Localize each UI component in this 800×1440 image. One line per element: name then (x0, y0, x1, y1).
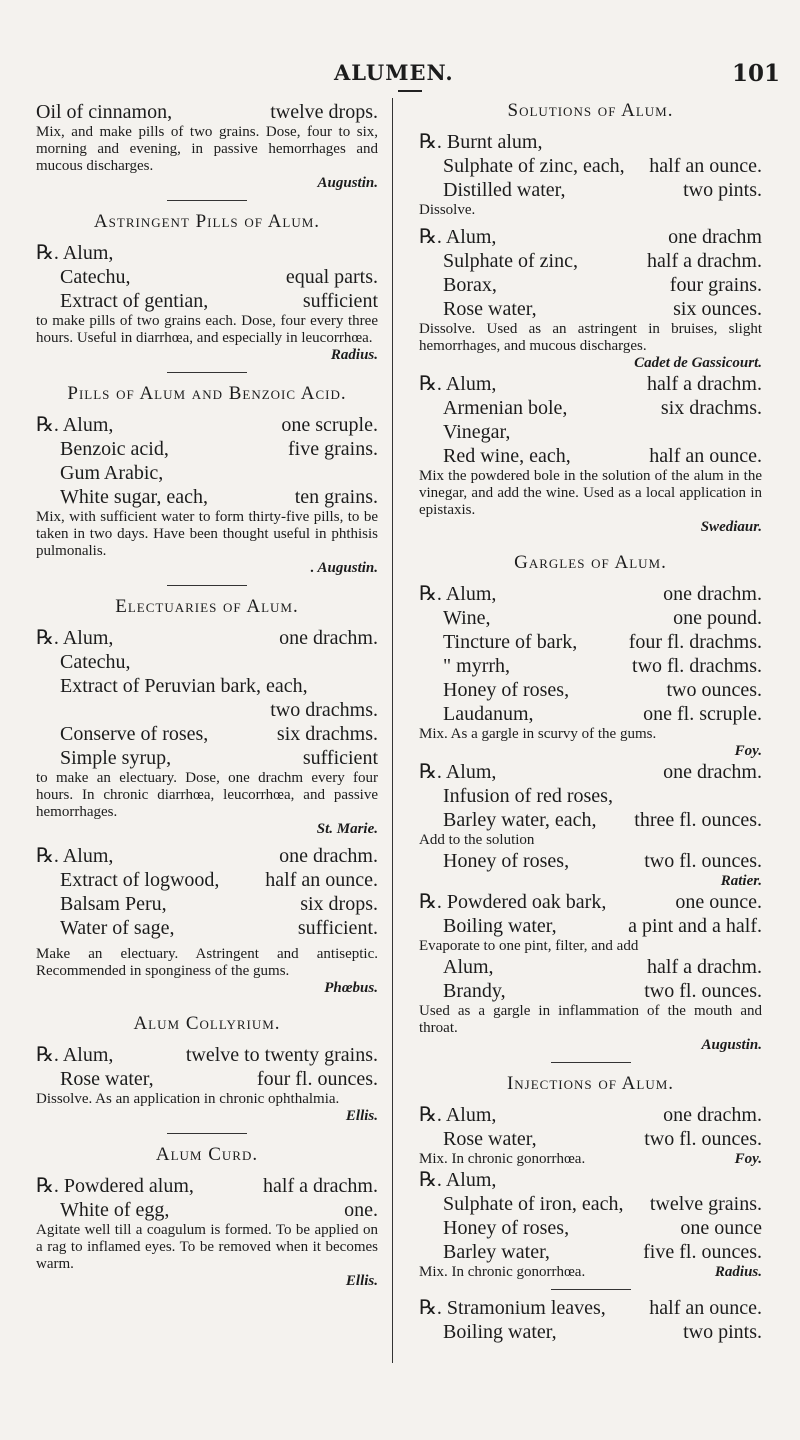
quantity: half an ounce. (649, 155, 762, 177)
quantity: half a drachm. (263, 1175, 378, 1197)
ingredient: Tincture of bark, (443, 631, 578, 653)
section-separator (551, 1062, 631, 1063)
ingredient: Vinegar, (443, 421, 511, 443)
quantity: one pound. (673, 607, 762, 629)
page-title: ALUMEN. (334, 60, 454, 85)
ingredient: ℞. Burnt alum, (419, 131, 543, 153)
ingredient: ℞. Alum, (36, 627, 114, 649)
attribution: Phœbus. (324, 980, 378, 996)
quantity: six ounces. (673, 298, 762, 320)
ingredient: Rose water, (443, 298, 537, 320)
ingredient: ℞. Alum, (419, 583, 497, 605)
ingredient: Honey of roses, (443, 1217, 570, 1239)
quantity: twelve drops. (270, 101, 378, 123)
recipe-note: Mix, with sufficient water to form thirty-five pills, to be taken in two days. Have been thought useful in phthisis pulmonalis. (36, 509, 378, 559)
ingredient: Alum, (443, 956, 494, 978)
recipe-note: Dissolve. Used as an astringent in bruises, slight hemorrhages, and mucous discharges. (419, 321, 762, 354)
quantity: sufficient (302, 747, 378, 769)
ingredient: Rose water, (443, 1128, 537, 1150)
quantity: six drachms. (660, 397, 762, 419)
recipe-note: Agitate well till a coagulum is formed. To be applied on a rag to inflamed eyes. To be removed when it becomes warm. (36, 1222, 378, 1272)
attribution: Ratier. (720, 873, 762, 889)
left-column (36, 100, 378, 1290)
quantity: twelve grains. (649, 1193, 762, 1215)
quantity: equal parts. (285, 266, 378, 288)
attribution: Augustin. (317, 175, 378, 191)
recipe-note: Mix. In chronic gonorrhœa. (419, 1264, 586, 1280)
ingredient: Benzoic acid, (60, 438, 169, 460)
title-rule (398, 90, 422, 92)
section-title: Pills of Alum and Benzoic Acid. (67, 383, 347, 404)
quantity: sufficient. (297, 917, 378, 939)
section-title: Gargles of Alum. (514, 552, 667, 573)
section-separator (551, 1289, 631, 1290)
ingredient: Sulphate of zinc, (443, 250, 578, 272)
ingredient: Sulphate of zinc, each, (443, 155, 625, 177)
quantity: half an ounce. (649, 1297, 762, 1319)
section-separator (167, 585, 247, 586)
right-column (419, 100, 762, 1344)
ingredient: Extract of Peruvian bark, each, (60, 675, 308, 697)
quantity: one drachm. (663, 761, 762, 783)
ingredient: Brandy, (443, 980, 506, 1002)
recipe-line (36, 100, 378, 124)
ingredient: Balsam Peru, (60, 893, 167, 915)
quantity: half an ounce. (265, 869, 378, 891)
ingredient: Boiling water, (443, 915, 557, 937)
section-separator (167, 372, 247, 373)
ingredient: Catechu, (60, 651, 131, 673)
ingredient: ℞. Alum, (419, 761, 497, 783)
section-title: Electuaries of Alum. (115, 596, 299, 617)
ingredient: Extract of logwood, (60, 869, 220, 891)
ingredient: ℞. Alum, (419, 373, 497, 395)
running-head (0, 60, 800, 88)
ingredient: Laudanum, (443, 703, 534, 725)
ingredient: Oil of cinnamon, (36, 101, 173, 123)
ingredient: ℞. Alum, (36, 242, 114, 264)
ingredient: ℞. Alum, (419, 1169, 497, 1191)
quantity: one. (344, 1199, 378, 1221)
recipe-note: Dissolve. As an application in chronic ophthalmia. (36, 1091, 340, 1107)
recipe-note: Mix. As a gargle in scurvy of the gums. (419, 726, 657, 742)
ingredient: Rose water, (60, 1068, 154, 1090)
quantity: two fl. ounces. (644, 850, 762, 872)
ingredient: Red wine, each, (443, 445, 571, 467)
quantity: one drachm (668, 226, 762, 248)
quantity: one drachm. (279, 845, 378, 867)
section-title: Alum Collyrium. (133, 1013, 281, 1034)
quantity: two pints. (683, 1321, 762, 1343)
quantity: five fl. ounces. (643, 1241, 762, 1263)
column-divider (392, 98, 393, 1363)
quantity: two drachms. (270, 699, 378, 721)
recipe-note: Mix, and make pills of two grains. Dose, four to six, morning and evening, in passive hemorrhages and mucous discharges. (36, 124, 378, 174)
section-title: Alum Curd. (155, 1144, 259, 1165)
quantity: one ounce (680, 1217, 762, 1239)
attribution: Swediaur. (700, 519, 762, 535)
attribution: Foy. (734, 743, 762, 759)
quantity: a pint and a half. (628, 915, 762, 937)
ingredient: ℞. Alum, (36, 1044, 114, 1066)
quantity: four grains. (669, 274, 762, 296)
ingredient: Honey of roses, (443, 850, 570, 872)
quantity: one scruple. (281, 414, 378, 436)
quantity: three fl. ounces. (634, 809, 762, 831)
ingredient: ℞. Alum, (36, 845, 114, 867)
quantity: half a drachm. (647, 373, 762, 395)
attribution: Radius. (714, 1264, 762, 1280)
ingredient: Armenian bole, (443, 397, 568, 419)
ingredient: Boiling water, (443, 1321, 557, 1343)
ingredient: ℞. Alum, (419, 226, 497, 248)
quantity: twelve to twenty grains. (185, 1044, 378, 1066)
recipe-note: to make an electuary. Dose, one drachm every four hours. In chronic diarrhœa, leucorrhœa, and passive hemorrhages. (36, 770, 378, 820)
quantity: five grains. (288, 438, 378, 460)
recipe-note: Mix the powdered bole in the solution of the alum in the vinegar, and add the wine. Used as a local application in epistaxis. (419, 468, 762, 518)
ingredient: Honey of roses, (443, 679, 570, 701)
quantity: one fl. scruple. (643, 703, 762, 725)
recipe-note: Evaporate to one pint, filter, and add (419, 938, 639, 954)
recipe-note: Dissolve. (419, 202, 476, 218)
ingredient: Barley water, (443, 1241, 550, 1263)
ingredient: Catechu, (60, 266, 131, 288)
ingredient: Simple syrup, (60, 747, 172, 769)
quantity: one drachm. (279, 627, 378, 649)
attribution: St. Marie. (316, 821, 378, 837)
recipe-note: to make pills of two grains each. Dose, four every three hours. Useful in diarrhœa, and especially in leucorrhœa. (36, 313, 378, 346)
ingredient: Barley water, each, (443, 809, 597, 831)
section-separator (167, 200, 247, 201)
section-title: Injections of Alum. (506, 1073, 675, 1094)
ingredient: White of egg, (60, 1199, 170, 1221)
quantity: half a drachm. (647, 956, 762, 978)
ingredient: Gum Arabic, (60, 462, 164, 484)
attribution: Augustin. (701, 1037, 762, 1053)
section-title: Astringent Pills of Alum. (93, 211, 321, 232)
ingredient: Conserve of roses, (60, 723, 209, 745)
ingredient: Infusion of red roses, (443, 785, 613, 807)
attribution: Cadet de Gassicourt. (634, 355, 762, 371)
quantity: half a drachm. (647, 250, 762, 272)
recipe-note: Mix. In chronic gonorrhœa. (419, 1151, 586, 1167)
quantity: half an ounce. (649, 445, 762, 467)
recipe-note: Used as a gargle in inflammation of the mouth and throat. (419, 1003, 762, 1036)
quantity: one ounce. (675, 891, 762, 913)
ingredient: " myrrh, (443, 655, 511, 677)
ingredient: Extract of gentian, (60, 290, 209, 312)
quantity: two fl. ounces. (644, 1128, 762, 1150)
ingredient: ℞. Alum, (419, 1104, 497, 1126)
attribution: Ellis. (345, 1273, 378, 1289)
quantity: two pints. (683, 179, 762, 201)
page-number: 101 (732, 60, 781, 87)
quantity: four fl. drachms. (628, 631, 762, 653)
quantity: one drachm. (663, 1104, 762, 1126)
ingredient: ℞. Alum, (36, 414, 114, 436)
ingredient: Wine, (443, 607, 491, 629)
quantity: two fl. ounces. (644, 980, 762, 1002)
ingredient: Borax, (443, 274, 497, 296)
ingredient: ℞. Powdered alum, (36, 1175, 194, 1197)
ingredient: ℞. Powdered oak bark, (419, 891, 607, 913)
quantity: six drachms. (276, 723, 378, 745)
ingredient: Distilled water, (443, 179, 566, 201)
quantity: two fl. drachms. (632, 655, 762, 677)
section-title: Solutions of Alum. (507, 100, 674, 121)
quantity: sufficient (302, 290, 378, 312)
section-separator (167, 1133, 247, 1134)
attribution: Foy. (734, 1151, 762, 1167)
quantity: one drachm. (663, 583, 762, 605)
attribution: . Augustin. (310, 560, 378, 576)
quantity: ten grains. (294, 486, 378, 508)
recipe-note: Make an electuary. Astringent and antiseptic. Recommended in sponginess of the gums. (36, 946, 378, 979)
ingredient: White sugar, each, (60, 486, 209, 508)
quantity: four fl. ounces. (256, 1068, 378, 1090)
ingredient: Water of sage, (60, 917, 175, 939)
recipe-note: Add to the solution (419, 832, 535, 848)
ingredient: Sulphate of iron, each, (443, 1193, 624, 1215)
quantity: two ounces. (666, 679, 762, 701)
attribution: Ellis. (345, 1108, 378, 1124)
attribution: Radius. (330, 347, 378, 363)
ingredient: ℞. Stramonium leaves, (419, 1297, 606, 1319)
quantity: six drops. (300, 893, 378, 915)
